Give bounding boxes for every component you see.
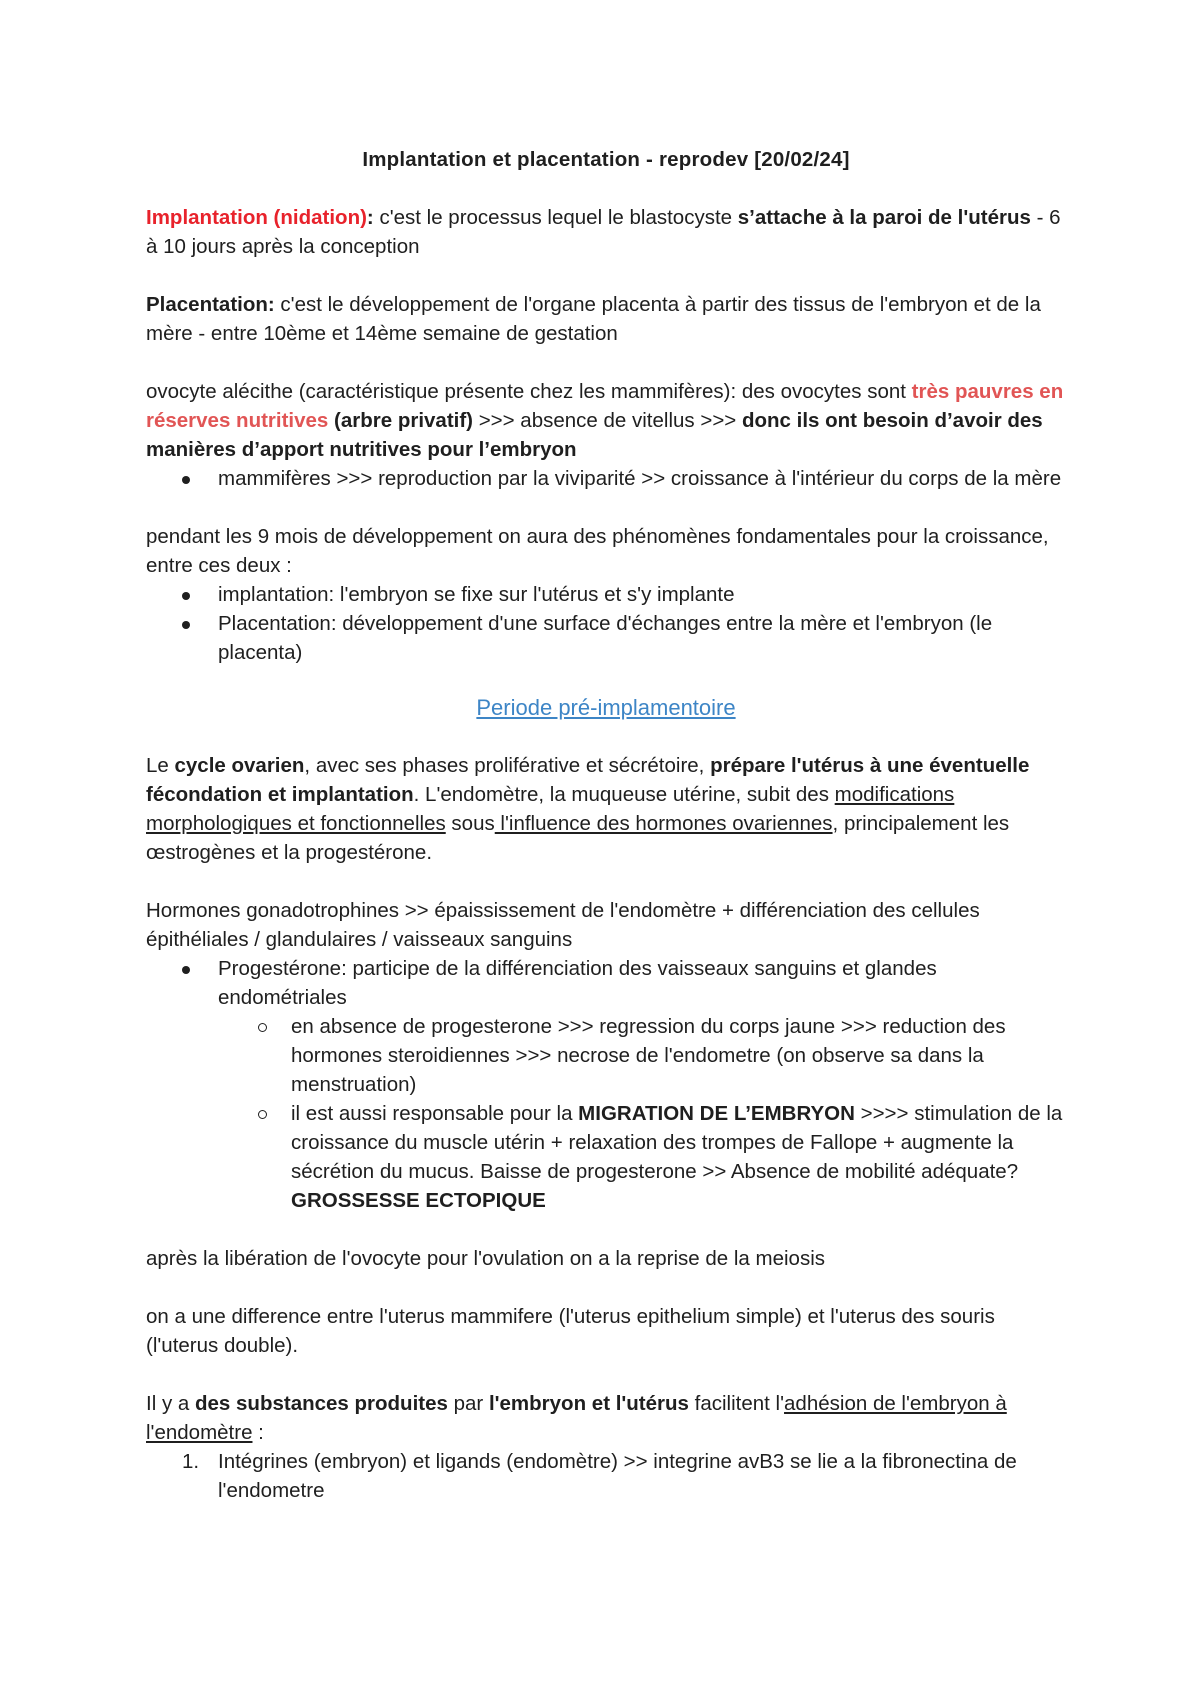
list-item-text: implantation: l'embryon se fixe sur l'utérus et s'y implante	[218, 583, 735, 606]
bold-text: l'embryon et l'utérus	[488, 1392, 689, 1415]
paragraph-meiosis: après la libération de l'ovocyte pour l'ovulation on a la reprise de la meiosis	[146, 1247, 826, 1270]
paragraph-ovocyte	[146, 377, 1066, 464]
text: Il y a	[146, 1392, 195, 1415]
text: c'est le processus lequel le blastocyste	[373, 206, 738, 229]
text: :	[252, 1421, 264, 1444]
text: par	[447, 1392, 489, 1415]
numbered-list-item	[146, 1447, 1066, 1505]
list-item-text: Progestérone: participe de la différenciation des vaisseaux sanguins et glandes endométriales	[218, 957, 937, 1009]
list-number: 1.	[182, 1450, 200, 1473]
numbered-list	[146, 1447, 1066, 1505]
text: sous	[445, 812, 495, 835]
list-item	[146, 954, 1066, 1012]
sub-list-item	[146, 1099, 1066, 1215]
bold-text: (arbre privatif)	[328, 409, 473, 432]
document-body	[146, 145, 1066, 1505]
text: , principalement les œstrogènes et la progestérone.	[146, 812, 1010, 864]
text: - 6 à 10 jours après la conception	[146, 206, 1061, 258]
bullet-icon	[182, 592, 190, 600]
bullet-list	[146, 954, 1066, 1012]
paragraph-substances	[146, 1389, 1066, 1447]
sub-bullet-list	[146, 1012, 1066, 1215]
bullet-icon	[182, 966, 190, 974]
bold-text: des substances produites	[195, 1392, 448, 1415]
text: il est aussi responsable pour la	[291, 1102, 579, 1125]
bold-text: GROSSESSE ECTOPIQUE	[291, 1189, 546, 1212]
text: ovocyte alécithe (caractéristique présente chez les mammifères): des ovocytes sont	[146, 380, 912, 403]
bold-text: s’attache à la paroi de l'utérus	[737, 206, 1031, 229]
paragraph-placentation-definition	[146, 290, 1066, 348]
text: >>> absence de vitellus >>>	[473, 409, 742, 432]
list-item-text: Placentation: développement d'une surface d'échanges entre la mère et l'embryon (le placenta)	[218, 612, 993, 664]
term-colon: :	[366, 206, 374, 229]
term-placentation: Placentation:	[146, 293, 275, 316]
list-item	[146, 580, 1066, 609]
sub-list-item	[146, 1012, 1066, 1099]
hollow-bullet-icon	[258, 1110, 267, 1119]
bold-text: donc ils ont besoin d’avoir des manières d’apport nutritives pour l’embryon	[146, 409, 1043, 461]
list-item-text: en absence de progesterone >>> regression du corps jaune >>> reduction des hormones steroidiennes >>> necrose de l'endometre (on observe sa dans la menstruation)	[291, 1015, 1006, 1096]
term-implantation: Implantation (nidation)	[146, 206, 367, 229]
bold-text: MIGRATION DE L’EMBRYON	[578, 1102, 855, 1125]
text: . L'endomètre, la muqueuse utérine, subit des	[413, 783, 835, 806]
list-item	[146, 609, 1066, 667]
list-item	[146, 464, 1066, 493]
text: , avec ses phases proliférative et sécrétoire,	[304, 754, 711, 777]
bold-text: cycle ovarien	[174, 754, 305, 777]
section-heading: Periode pré-implamentoire	[476, 695, 736, 720]
list-item-text: Intégrines (embryon) et ligands (endomètre) >> integrine avB3 se lie a la fibronectina de l'endometre	[218, 1450, 1017, 1502]
highlight-red-text: très pauvres en réserves nutritives	[146, 380, 1064, 432]
underlined-text: l'influence des hormones ovariennes	[494, 812, 833, 835]
text: >>>> stimulation de la croissance du muscle utérin + relaxation des trompes de Fallope + augmente la sécrétion du mucus. Baisse de progesterone >> Absence de mobilité adéquate?	[291, 1102, 1063, 1183]
document-title: Implantation et placentation - reprodev [20/02/24]	[362, 148, 850, 171]
paragraph-hormones: Hormones gonadotrophines >> épaississement de l'endomètre + différenciation des cellules épithéliales / glandulaires / vaisseaux sanguins	[146, 899, 980, 951]
list-item-text: mammifères >>> reproduction par la viviparité >> croissance à l'intérieur du corps de la mère	[218, 467, 1062, 490]
paragraph-development: pendant les 9 mois de développement on aura des phénomènes fondamentales pour la croissance, entre ces deux :	[146, 525, 1049, 577]
paragraph-cycle-ovarien	[146, 751, 1066, 867]
bullet-list	[146, 580, 1066, 667]
text: Le	[146, 754, 175, 777]
bullet-icon	[182, 621, 190, 629]
underlined-text: modifications morphologiques et fonctionnelles	[146, 783, 955, 835]
bullet-icon	[182, 476, 190, 484]
text: facilitent l'	[688, 1392, 785, 1415]
paragraph-uterus-difference: on a une difference entre l'uterus mammifere (l'uterus epithelium simple) et l'uterus des souris (l'uterus double).	[146, 1305, 995, 1357]
text: c'est le développement de l'organe placenta à partir des tissus de l'embryon et de la mère - entre 10ème et 14ème semaine de gestation	[146, 293, 1041, 345]
paragraph-implantation-definition	[146, 203, 1066, 261]
bold-text: prépare l'utérus à une éventuelle fécondation et implantation	[146, 754, 1030, 806]
hollow-bullet-icon	[258, 1023, 267, 1032]
bullet-list	[146, 464, 1066, 493]
underlined-text: adhésion de l'embryon à l'endomètre	[146, 1392, 1007, 1444]
